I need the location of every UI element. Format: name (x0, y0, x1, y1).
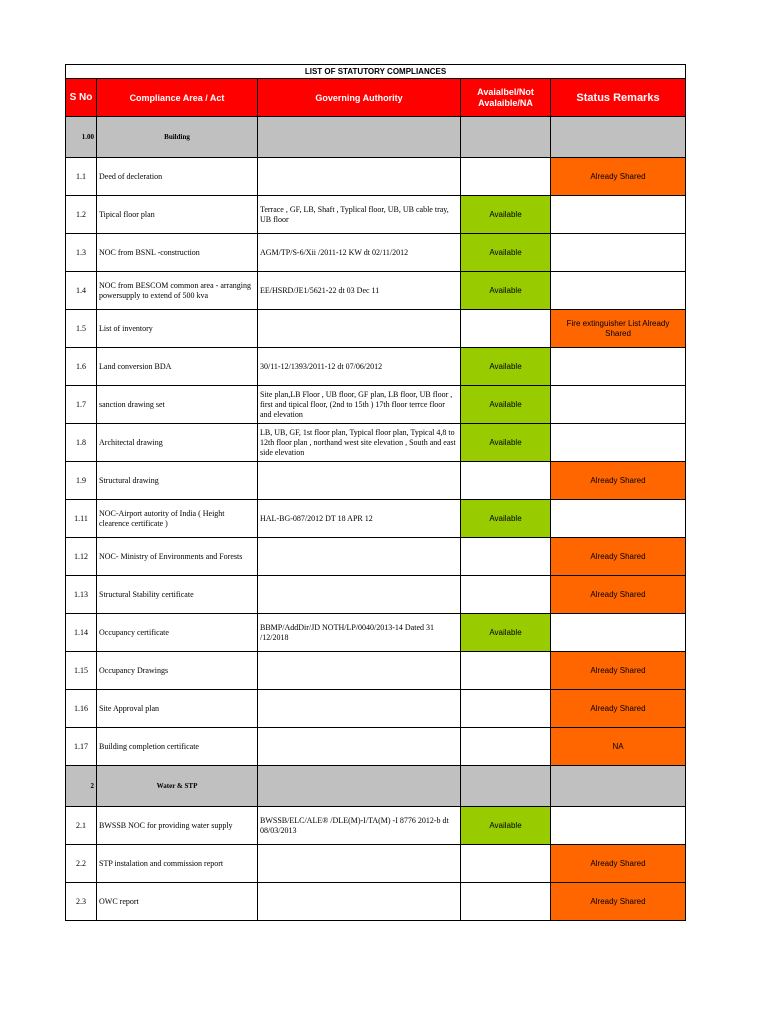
governing-authority-cell: BBMP/AddDir/JD NOTH/LP/0040/2013-14 Dated 31 /12/2018 (258, 614, 461, 652)
table-row (66, 728, 686, 766)
table-row (66, 538, 686, 576)
governing-authority-cell (258, 310, 461, 348)
table-row (66, 272, 686, 310)
header-compliance-area: Compliance Area / Act (97, 79, 258, 117)
compliance-area-cell: Structural Stability certificate (97, 576, 258, 614)
serial-number-cell: 1.3 (66, 234, 97, 272)
availability-cell: Available (461, 386, 551, 424)
compliance-area-cell: Architectal drawing (97, 424, 258, 462)
compliance-area-cell: sanction drawing set (97, 386, 258, 424)
serial-number-cell: 1.13 (66, 576, 97, 614)
serial-number-cell: 1.15 (66, 652, 97, 690)
table-row (66, 576, 686, 614)
serial-number-cell: 2.1 (66, 807, 97, 845)
availability-cell (461, 158, 551, 196)
governing-authority-cell (258, 845, 461, 883)
status-remarks-cell: Already Shared (551, 462, 686, 500)
availability-cell: Available (461, 424, 551, 462)
compliance-area-cell: STP instalation and commission report (97, 845, 258, 883)
sheet-title: LIST OF STATUTORY COMPLIANCES (66, 65, 686, 79)
governing-authority-cell: Terrace , GF, LB, Shaft , Typlical floor, UB, UB cable tray, UB floor (258, 196, 461, 234)
availability-cell: Available (461, 614, 551, 652)
compliance-area-cell: OWC report (97, 883, 258, 921)
status-remarks-cell: Already Shared (551, 538, 686, 576)
header-availability: Avaialbel/Not Avalaible/NA (461, 79, 551, 117)
table-row (66, 883, 686, 921)
status-remarks-cell (551, 386, 686, 424)
section-number: 2 (66, 766, 97, 807)
compliance-area-cell: NOC from BESCOM common area - arranging powersupply to extend of 500 kva (97, 272, 258, 310)
availability-cell (461, 883, 551, 921)
governing-authority-cell: LB, UB, GF, 1st floor plan, Typical floor plan, Typical 4,8 to 12th floor plan , northand west site elevation , South and east side elevation (258, 424, 461, 462)
governing-authority-cell: BWSSB/ELC/ALE® /DLE(M)-I/TA(M) -I 8776 2012-b dt 08/03/2013 (258, 807, 461, 845)
status-remarks-cell (551, 272, 686, 310)
section-row (66, 117, 686, 158)
table-body (66, 117, 686, 921)
compliance-area-cell: NOC from BSNL -construction (97, 234, 258, 272)
serial-number-cell: 1.5 (66, 310, 97, 348)
table-row (66, 614, 686, 652)
governing-authority-cell (258, 576, 461, 614)
governing-authority-cell (258, 158, 461, 196)
status-remarks-cell (551, 196, 686, 234)
compliance-area-cell: Building completion certificate (97, 728, 258, 766)
availability-cell (461, 538, 551, 576)
serial-number-cell: 1.11 (66, 500, 97, 538)
serial-number-cell: 1.2 (66, 196, 97, 234)
compliance-area-cell: Site Approval plan (97, 690, 258, 728)
governing-authority-cell (258, 728, 461, 766)
availability-cell: Available (461, 234, 551, 272)
availability-cell (461, 728, 551, 766)
compliance-area-cell: Deed of decleration (97, 158, 258, 196)
table-row (66, 652, 686, 690)
status-remarks-cell: Already Shared (551, 690, 686, 728)
status-remarks-cell (551, 807, 686, 845)
serial-number-cell: 2.2 (66, 845, 97, 883)
compliance-area-cell: BWSSB NOC for providing water supply (97, 807, 258, 845)
compliance-area-cell: Occupancy Drawings (97, 652, 258, 690)
status-remarks-cell: NA (551, 728, 686, 766)
serial-number-cell: 1.9 (66, 462, 97, 500)
compliance-area-cell: Structural drawing (97, 462, 258, 500)
table-row (66, 462, 686, 500)
status-remarks-cell (551, 500, 686, 538)
table-row (66, 845, 686, 883)
availability-cell: Available (461, 196, 551, 234)
governing-authority-cell (258, 538, 461, 576)
governing-authority-cell: Site plan,LB Floor , UB floor, GF plan, LB floor, UB floor , first and tipical floor, (2nd to 15th ) 17th floor terrce floor and elevation (258, 386, 461, 424)
compliance-area-cell: Occupancy certificate (97, 614, 258, 652)
compliance-area-cell: NOC- Ministry of Environments and Forests (97, 538, 258, 576)
status-remarks-cell: Already Shared (551, 158, 686, 196)
status-remarks-cell (551, 348, 686, 386)
header-status-remarks: Status Remarks (551, 79, 686, 117)
governing-authority-cell: HAL-BG-087/2012 DT 18 APR 12 (258, 500, 461, 538)
table-row (66, 234, 686, 272)
status-remarks-cell (551, 614, 686, 652)
compliance-area-cell: Land conversion BDA (97, 348, 258, 386)
availability-cell: Available (461, 272, 551, 310)
status-remarks-cell: Already Shared (551, 576, 686, 614)
availability-cell (461, 462, 551, 500)
serial-number-cell: 1.6 (66, 348, 97, 386)
table-row (66, 348, 686, 386)
governing-authority-cell: AGM/TP/S-6/Xii /2011-12 KW dt 02/11/2012 (258, 234, 461, 272)
serial-number-cell: 1.12 (66, 538, 97, 576)
section-cell (461, 766, 551, 807)
status-remarks-cell: Already Shared (551, 883, 686, 921)
governing-authority-cell (258, 652, 461, 690)
compliance-area-cell: Tipical floor plan (97, 196, 258, 234)
availability-cell (461, 310, 551, 348)
section-cell (551, 766, 686, 807)
serial-number-cell: 1.1 (66, 158, 97, 196)
availability-cell (461, 652, 551, 690)
governing-authority-cell: EE/HSRD/JE1/5621-22 dt 03 Dec 11 (258, 272, 461, 310)
status-remarks-cell: Already Shared (551, 652, 686, 690)
table-row (66, 690, 686, 728)
header-sno: S No (66, 79, 97, 117)
serial-number-cell: 1.17 (66, 728, 97, 766)
compliance-area-cell: NOC-Airport autority of India ( Height clearence certificate ) (97, 500, 258, 538)
availability-cell (461, 690, 551, 728)
section-name: Water & STP (97, 766, 258, 807)
section-name: Building (97, 117, 258, 158)
availability-cell: Available (461, 807, 551, 845)
table-row (66, 310, 686, 348)
compliance-area-cell: List of inventory (97, 310, 258, 348)
compliance-table (65, 64, 686, 921)
serial-number-cell: 1.7 (66, 386, 97, 424)
governing-authority-cell (258, 883, 461, 921)
section-cell (461, 117, 551, 158)
status-remarks-cell: Fire extinguisher List Already Shared (551, 310, 686, 348)
serial-number-cell: 1.14 (66, 614, 97, 652)
status-remarks-cell (551, 424, 686, 462)
table-row (66, 196, 686, 234)
section-cell (258, 766, 461, 807)
availability-cell: Available (461, 500, 551, 538)
table-row (66, 807, 686, 845)
availability-cell (461, 576, 551, 614)
serial-number-cell: 2.3 (66, 883, 97, 921)
governing-authority-cell: 30/11-12/1393/2011-12 dt 07/06/2012 (258, 348, 461, 386)
status-remarks-cell (551, 234, 686, 272)
serial-number-cell: 1.8 (66, 424, 97, 462)
header-governing-authority: Governing Authority (258, 79, 461, 117)
serial-number-cell: 1.16 (66, 690, 97, 728)
availability-cell (461, 845, 551, 883)
table-row (66, 424, 686, 462)
table-row (66, 386, 686, 424)
section-cell (258, 117, 461, 158)
governing-authority-cell (258, 462, 461, 500)
availability-cell: Available (461, 348, 551, 386)
serial-number-cell: 1.4 (66, 272, 97, 310)
section-row (66, 766, 686, 807)
governing-authority-cell (258, 690, 461, 728)
section-cell (551, 117, 686, 158)
section-number: 1.00 (66, 117, 97, 158)
table-row (66, 158, 686, 196)
status-remarks-cell: Already Shared (551, 845, 686, 883)
table-row (66, 500, 686, 538)
